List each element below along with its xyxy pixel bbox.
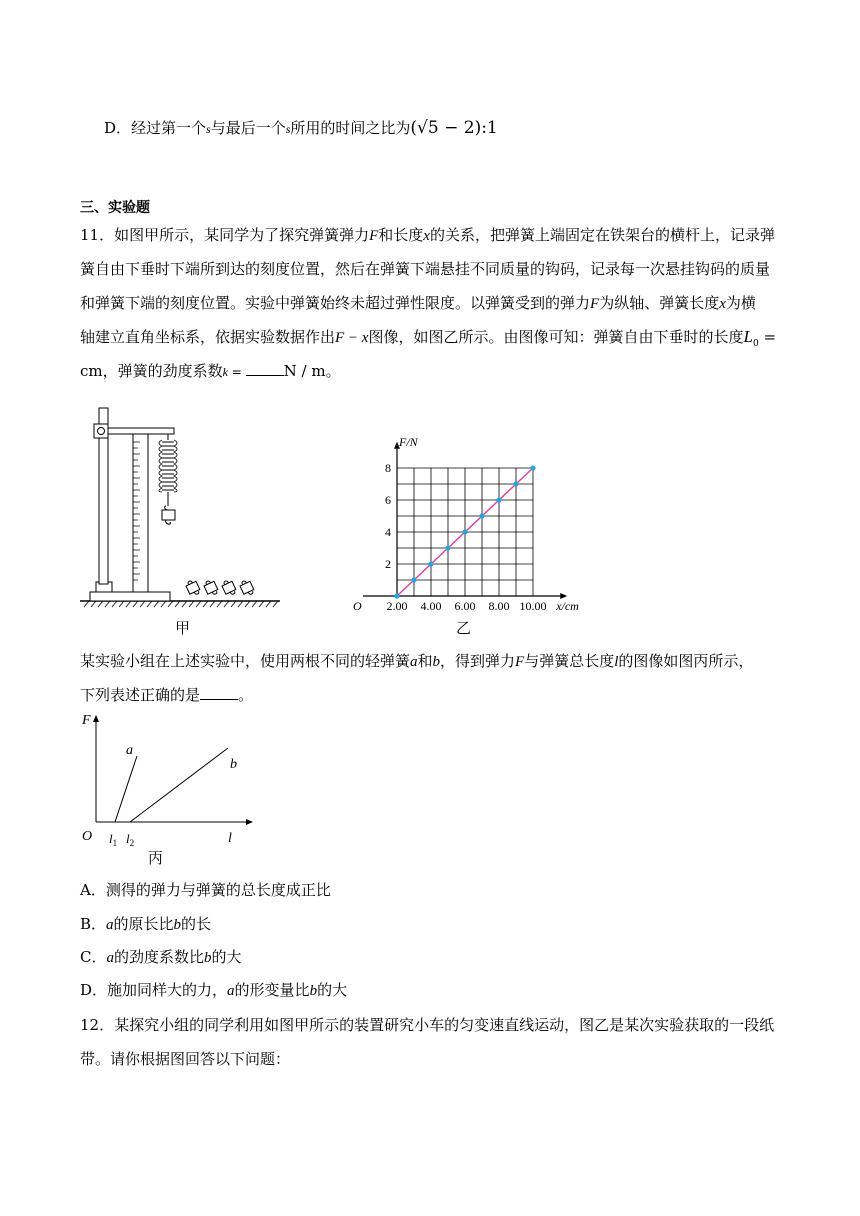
x-axis-label: x/cm [556,599,579,613]
option-label: D． [104,119,132,137]
var-s: s [206,122,211,136]
option-a[interactable] [80,880,331,900]
q11-line-2: 簧自由下垂时下端所到达的刻度位置，然后在弹簧下端悬挂不同质量的钩码，记录每一次悬挂钩码的质量 [80,260,771,278]
figure-apparatus [80,398,285,638]
y-axis-label: F [82,713,91,728]
y-tick-label: 8 [385,461,391,475]
text: 和 [417,652,433,670]
q11-line-4 [80,327,776,354]
data-point [428,561,433,566]
data-point [411,577,416,582]
text: ，得到弹力 [440,652,516,670]
var-a: a [227,983,235,999]
data-point [394,593,399,598]
y-axis-label: F/N [399,438,418,449]
figure-label-yi: 乙 [456,619,472,637]
option-label: C． [80,948,107,966]
q11-para2-line-1 [80,651,753,672]
var-b: b [204,950,212,966]
formula-F-x: F − x [335,330,369,346]
text: cm，弹簧的劲度系数 [80,362,223,380]
data-point [513,481,518,486]
question-number: 12． [80,1016,115,1034]
series-label-b: b [230,757,237,772]
x-tick-label: 10.00 [519,599,547,613]
y-axis-arrow [93,715,99,722]
option-label: A． [80,881,106,899]
data-point [462,529,467,534]
option-text: 施加同样大的力， [107,981,228,999]
data-point [479,513,484,518]
text: 。 [238,686,254,704]
equals: = [227,365,246,379]
text: 图像，如图乙所示。由图像可知：弹簧自由下垂时的长度 [368,328,744,346]
prev-option-d [104,118,498,139]
option-text: 测得的弹力与弹簧的总长度成正比 [105,881,331,899]
text: 为横 [725,294,756,312]
text: 如图甲所示，某同学为了探究弹簧弹力 [114,226,370,244]
var-a: a [410,654,418,670]
option-text: 的劲度系数比 [113,948,204,966]
q12-line-2: 带。请你根据图回答以下问题： [80,1050,291,1068]
var-b: b [432,654,441,670]
x-tick-label: 2.00 [386,599,408,613]
question-number: 11． [80,226,115,244]
answer-blank[interactable] [200,685,238,700]
var-L0: L [743,327,753,346]
var-x: x [423,228,430,244]
option-c[interactable] [80,947,242,968]
x-axis-label: l [228,831,232,846]
option-text: 经过第一个 [131,119,207,137]
x-tick-label: 8.00 [488,599,510,613]
option-label: B． [80,915,107,933]
x-tick-label: 4.00 [420,599,442,613]
option-text: 所用的时间之比为 [290,119,411,137]
y-tick-label: 6 [385,493,391,507]
x-tick-label: $l_1$ [109,831,118,848]
text: 下列表述正确的是 [80,686,201,704]
var-F: F [369,228,379,244]
text: N / m。 [283,362,341,380]
origin-label: O [82,829,93,844]
q11-line-1 [80,225,775,246]
text: 和长度 [378,226,424,244]
x-tick-label: 6.00 [454,599,476,613]
x-tick-label: $l_2$ [126,831,135,848]
var-b: b [309,983,318,999]
series-line-a [115,756,137,822]
option-label: D． [80,981,108,999]
var-F: F [515,654,525,670]
series-line-b [130,748,228,822]
text: 某探究小组的同学利用如图甲所示的装置研究小车的匀变速直线运动，图乙是某次实验获取的一段纸 [114,1016,775,1034]
text: 轴建立直角坐标系，依据实验数据作出 [80,328,336,346]
text: 为纵轴、弹簧长度 [599,294,720,312]
figure-label-bing: 丙 [148,849,164,867]
data-point [496,497,501,502]
answer-blank[interactable] [246,361,284,376]
section-title: 三、实验题 [80,200,150,216]
series-label-a: a [126,743,133,758]
q11-para2-line-2 [80,685,253,705]
option-text: 的大 [211,948,242,966]
text: 的图像如图丙所示， [618,652,754,670]
var-k: k [222,365,228,379]
q11-line-5 [80,361,341,382]
var-l: l [614,654,619,670]
text: 的关系，把弹簧上端固定在铁架台的横杆上，记录弹 [429,226,775,244]
option-text: 的大 [317,981,348,999]
option-text: 的长 [181,915,212,933]
var-F: F [590,296,600,312]
option-text: 与最后一个 [210,119,286,137]
text: 和弹簧下端的刻度位置。实验中弹簧始终未超过弹性限度。以弹簧受到的弹力 [80,294,591,312]
chart-f-x [335,438,605,618]
var-x: x [719,296,726,312]
option-b[interactable] [80,914,211,935]
subscript: 0 [752,339,759,349]
option-text: 的形变量比 [234,981,310,999]
y-tick-label: 4 [385,525,391,539]
origin-label: O [353,599,362,613]
equals: = [758,328,777,346]
y-tick-label: 2 [385,557,391,571]
var-b: b [173,917,182,933]
var-s: s [285,122,291,136]
data-point [530,465,535,470]
q11-line-3 [80,293,756,314]
var-a: a [106,917,114,933]
chart-f-l [78,710,258,855]
option-d[interactable] [80,980,347,1001]
ratio-formula: (√5 − 2):1 [410,118,498,138]
text: 与弹簧总长度 [524,652,615,670]
figure-label-jia: 甲 [175,619,191,637]
data-point [445,545,450,550]
option-text: 的原长比 [113,915,174,933]
q12-line-1 [80,1015,774,1035]
text: 某实验小组在上述实验中，使用两根不同的轻弹簧 [80,652,411,670]
var-a: a [106,950,114,966]
x-axis-arrow [246,819,253,825]
